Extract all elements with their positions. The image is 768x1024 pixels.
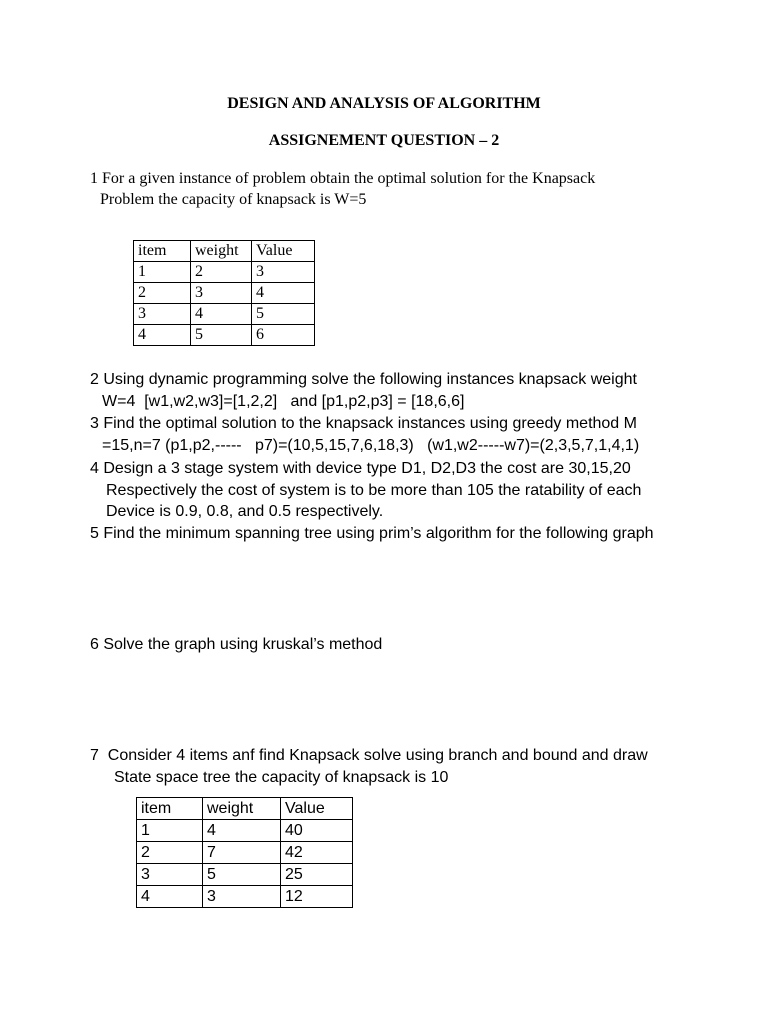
page-subtitle: ASSIGNEMENT QUESTION – 2 — [268, 132, 500, 149]
page-title: DESIGN AND ANALYSIS OF ALGORITHM — [227, 95, 541, 112]
table-cell: 40 — [281, 820, 353, 842]
table-row — [137, 842, 353, 864]
table-cell: 12 — [281, 886, 353, 908]
table-cell: 2 — [137, 842, 203, 864]
header-item: item — [137, 798, 203, 820]
table-row — [137, 864, 353, 886]
table-cell: 3 — [191, 283, 252, 304]
table-cell: 1 — [137, 820, 203, 842]
table-row — [137, 820, 353, 842]
q4-line2: Respectively the cost of system is to be more than 105 the ratability of each — [106, 482, 642, 499]
header-weight: weight — [191, 241, 252, 262]
q1-line2: Problem the capacity of knapsack is W=5 — [100, 191, 367, 208]
table-cell: 3 — [137, 864, 203, 886]
q4-line3: Device is 0.9, 0.8, and 0.5 respectively. — [106, 503, 384, 520]
table-cell: 1 — [134, 262, 191, 283]
q1-line1: 1 For a given instance of problem obtain the optimal solution for the Knapsack — [90, 170, 596, 187]
table-row — [134, 283, 315, 304]
table-cell: 5 — [191, 325, 252, 346]
table-cell: 42 — [281, 842, 353, 864]
table-cell: 3 — [203, 886, 281, 908]
table-row — [134, 304, 315, 325]
header-value: Value — [281, 798, 353, 820]
table-cell: 2 — [134, 283, 191, 304]
table-cell: 7 — [203, 842, 281, 864]
q4-line1: 4 Design a 3 stage system with device type D1, D2,D3 the cost are 30,15,20 — [90, 460, 631, 477]
table-cell: 4 — [134, 325, 191, 346]
table-cell: 4 — [191, 304, 252, 325]
q2-line1: 2 Using dynamic programming solve the following instances knapsack weight — [90, 371, 637, 388]
q1-table — [133, 240, 315, 346]
table-cell: 2 — [191, 262, 252, 283]
q3-line1: 3 Find the optimal solution to the knapsack instances using greedy method M — [90, 415, 637, 432]
table-cell: 3 — [252, 262, 315, 283]
q6-line: 6 Solve the graph using kruskal’s method — [90, 636, 383, 653]
q7-line2: State space tree the capacity of knapsack is 10 — [114, 769, 449, 786]
table-header-row — [134, 241, 315, 262]
table-header-row — [137, 798, 353, 820]
table-cell: 4 — [203, 820, 281, 842]
table-row — [137, 886, 353, 908]
table-cell: 6 — [252, 325, 315, 346]
table-row — [134, 325, 315, 346]
table-cell: 5 — [252, 304, 315, 325]
table-cell: 25 — [281, 864, 353, 886]
header-weight: weight — [203, 798, 281, 820]
q3-line2: =15,n=7 (p1,p2,----- p7)=(10,5,15,7,6,18,3) (w1,w2-----w7)=(2,3,5,7,1,4,1) — [102, 437, 640, 454]
header-item: item — [134, 241, 191, 262]
table-cell: 4 — [252, 283, 315, 304]
q7-line1: 7 Consider 4 items anf find Knapsack solve using branch and bound and draw — [90, 747, 648, 764]
table-cell: 3 — [134, 304, 191, 325]
q7-table — [136, 797, 353, 908]
q2-line2: W=4 [w1,w2,w3]=[1,2,2] and [p1,p2,p3] = [18,6,6] — [102, 393, 465, 410]
table-cell: 4 — [137, 886, 203, 908]
table-cell: 5 — [203, 864, 281, 886]
table-row — [134, 262, 315, 283]
header-value: Value — [252, 241, 315, 262]
q5-line: 5 Find the minimum spanning tree using prim’s algorithm for the following graph — [90, 525, 654, 542]
